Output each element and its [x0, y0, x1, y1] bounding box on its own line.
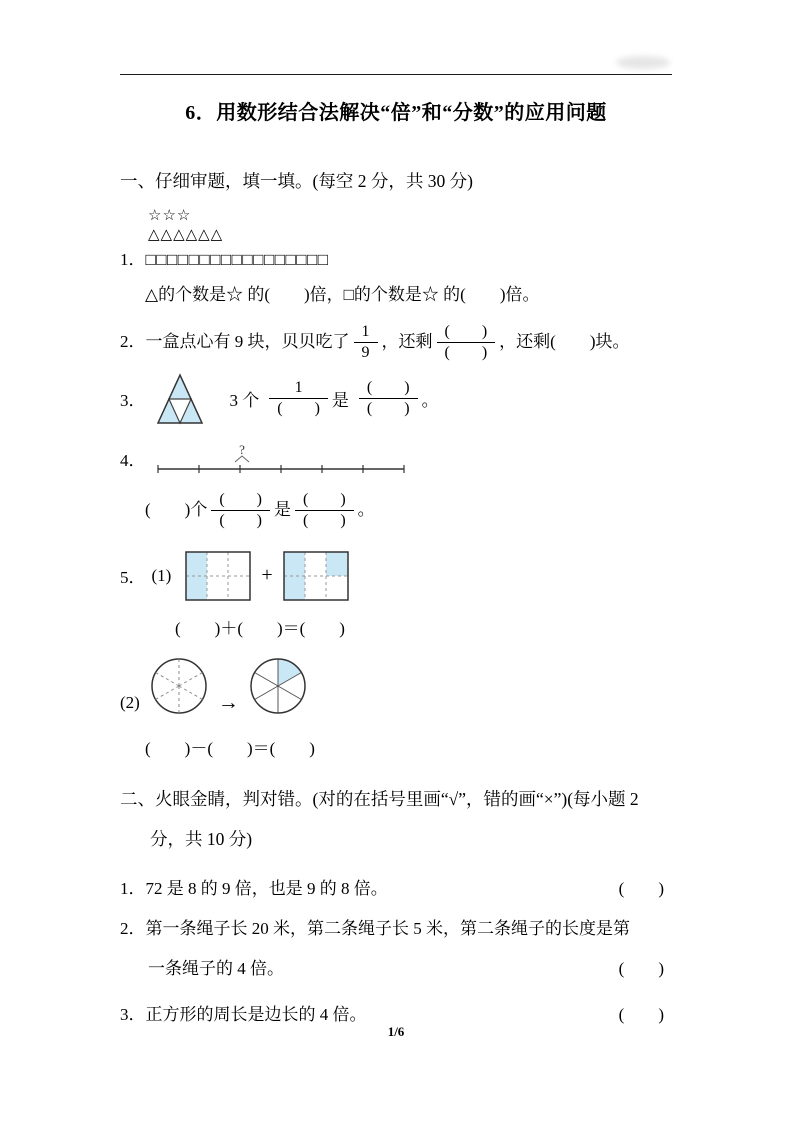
circle-figure-1: [150, 657, 208, 715]
page-title: 6．用数形结合法解决“倍”和“分数”的应用问题: [185, 102, 607, 124]
fraction-numerator: 1: [294, 378, 303, 396]
answer-bracket: ( ): [618, 958, 664, 978]
q2-number: 2．: [120, 331, 146, 351]
fraction: [359, 379, 418, 419]
q2-text-mid: ，还剩: [381, 331, 433, 351]
fraction: [211, 491, 270, 531]
q4-text-after: 。: [357, 499, 375, 519]
q1-triangles: △△△△△△: [148, 227, 224, 243]
item-text: 72 是 8 的 9 倍，也是 9 的 8 倍。: [145, 878, 388, 898]
grid-figure-1: [185, 551, 251, 601]
question-5-part-2: [120, 657, 672, 715]
answer-bracket: ( ): [618, 1004, 664, 1024]
fraction: [295, 491, 354, 531]
q5-part2-label: (2): [120, 692, 140, 712]
judge-item-1-text: [120, 877, 388, 901]
fraction-denominator: ( ): [359, 398, 418, 418]
arrow-icon: →: [217, 689, 239, 714]
q5-equation-1: ( )＋( )＝( ): [175, 618, 345, 638]
q3-text-mid: 是: [331, 391, 349, 411]
fraction-denominator: ( ): [269, 398, 328, 418]
fraction: [437, 323, 496, 363]
q3-text-before: 3 个: [229, 391, 260, 411]
q3-text-after: 。: [421, 391, 439, 411]
fraction-denominator: ( ): [211, 510, 270, 530]
page-number: 1/6: [387, 1024, 405, 1039]
q3-number: 3．: [120, 391, 146, 411]
fraction-numerator: 1: [361, 323, 370, 340]
item-text: 正方形的周长是边长的 4 倍。: [145, 1004, 367, 1024]
item-number: 3．: [120, 1004, 146, 1024]
answer-bracket: ( ): [618, 878, 664, 898]
fraction: [269, 379, 328, 419]
q4-text-mid: 是: [274, 499, 291, 519]
item-text-continued: 一条绳子的 4 倍。: [148, 958, 284, 978]
section-two-heading: 二、火眼金睛，判对错。(对的在括号里画“√”，错的画“×”)(每小题 2: [120, 788, 639, 809]
judge-item-3-text: [120, 1003, 367, 1027]
q1-stars: ☆☆☆: [148, 208, 192, 224]
q5-equation-2: ( )－( )＝( ): [145, 738, 315, 758]
circle-figure-2: [249, 657, 307, 715]
question-5-part-1: [120, 551, 672, 601]
q4-text-before: ( )个: [145, 499, 208, 519]
item-number: 2．: [120, 918, 146, 938]
fraction-numerator: ( ): [366, 378, 410, 396]
judge-item-2-line2: [120, 957, 672, 981]
plus-sign: +: [261, 564, 273, 587]
question-1: [120, 249, 672, 271]
fraction-numerator: ( ): [444, 323, 488, 340]
question-4: [120, 443, 672, 475]
question-3: [120, 373, 672, 425]
fraction-denominator: ( ): [437, 342, 496, 362]
q4-answer-line: [145, 491, 672, 531]
section-one-heading: 一、仔细审题，填一填。(每空 2 分，共 30 分): [120, 171, 473, 191]
fraction-denominator: ( ): [295, 510, 354, 530]
item-number: 1．: [120, 878, 146, 898]
fraction-numerator: ( ): [303, 490, 346, 508]
q1-answer-line: △的个数是☆ 的( )倍，□的个数是☆ 的( )倍。: [145, 285, 540, 304]
grid-figure-2: [283, 551, 349, 601]
q1-number: 1．: [120, 250, 146, 269]
fraction-numerator: ( ): [219, 490, 262, 508]
q4-question-mark: ?: [238, 442, 245, 457]
section-two-heading-line2: 分，共 10 分): [150, 828, 253, 849]
q2-text-after: ，还剩( )块。: [499, 331, 630, 351]
fraction: [354, 323, 378, 363]
item-text: 第一条绳子长 20 米，第二条绳子长 5 米，第二条绳子的长度是第: [145, 918, 630, 938]
q1-squares: □□□□□□□□□□□□□□□□□: [145, 250, 329, 269]
q2-text-before: 一盒点心有 9 块，贝贝吃了: [145, 331, 350, 351]
q5-number: 5．: [120, 568, 146, 588]
q5-part1-label: (1): [151, 565, 172, 585]
question-2: [120, 323, 672, 363]
fraction-denominator: 9: [354, 342, 378, 362]
judge-item-1: [120, 877, 672, 901]
judge-item-2-line1: [120, 917, 672, 941]
judge-item-3: [120, 1003, 672, 1027]
segment-line-figure: [156, 443, 406, 475]
triangle-figure: [156, 373, 204, 425]
q4-number: 4．: [120, 451, 146, 471]
